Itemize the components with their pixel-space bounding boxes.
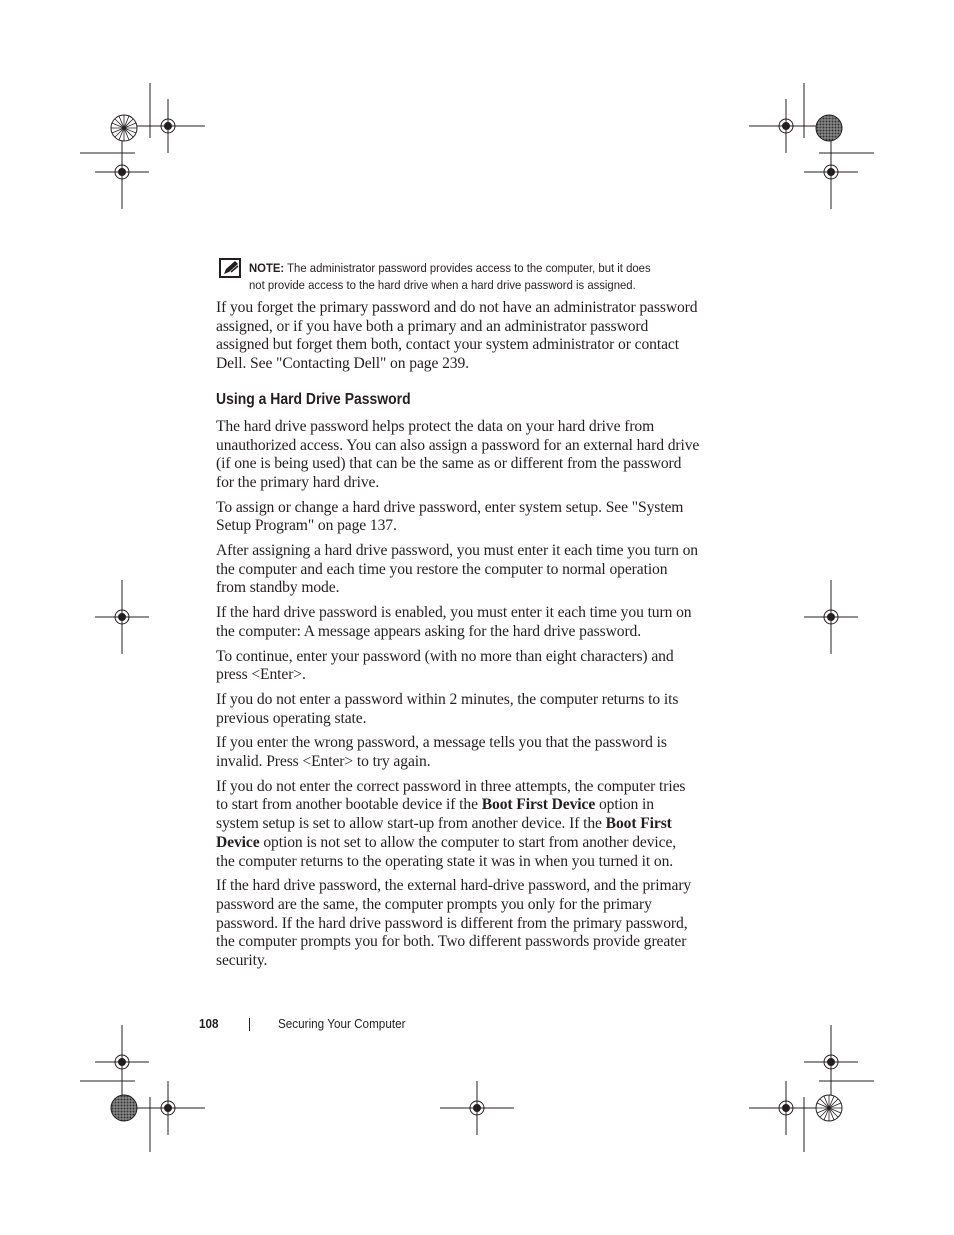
section-heading: Using a Hard Drive Password (216, 390, 411, 408)
paragraph: If the hard drive password is enabled, you must enter it each time you turn on the computer: A message appears asking for the hard drive password. (216, 604, 692, 640)
page-body (216, 299, 716, 977)
paragraph: To assign or change a hard drive password, enter system setup. See "System Setup Program" on page 137. (216, 498, 684, 535)
page-number: 108 (199, 1016, 219, 1031)
boot-first-device-term: Boot First (605, 815, 672, 833)
note-pencil-icon (219, 258, 241, 278)
boot-paragraph: If you do not enter the correct password in three attempts, the computer tries to start from another bootable device if the Boot First Device option in system setup is set to allow start-up from another device. If the Boot First Device option is not set to allow the computer to start from another device, the computer returns to the operating state it was in when you turned it on. (216, 777, 686, 870)
note-line-2: not provide access to the hard drive when a hard drive password is assigned. (249, 278, 636, 292)
boot-first-device-term: Boot First Device (481, 796, 596, 814)
paragraph: To continue, enter your password (with no more than eight characters) and press <Enter>. (216, 647, 674, 684)
paragraph: If you do not enter a password within 2 minutes, the computer returns to its previous operating state. (216, 690, 679, 727)
final-paragraph: If the hard drive password, the external hard-drive password, and the primary password are the same, the computer prompts you only for the primary password. If the hard drive password is different from the primary password, the computer prompts you for both. Two different passwords provide greater security. (216, 877, 692, 970)
paragraph: If you enter the wrong password, a message tells you that the password is invalid. Press <Enter> to try again. (216, 734, 667, 771)
footer-divider (249, 1018, 250, 1031)
note-block (249, 260, 681, 294)
paragraph: The hard drive password helps protect the data on your hard drive from unauthorized access. You can also assign a password for an external hard drive (if one is being used) that can be the same as or different from the password for the primary hard drive. (216, 417, 700, 491)
note-label: NOTE: (249, 261, 285, 275)
intro-paragraph: If you forget the primary password and do not have an administrator password assigned, or if you have both a primary and an administrator password assigned but forget them both, contact your system administrator or contact Dell. See "Contacting Dell" on page 239. (216, 299, 698, 373)
note-line-1: NOTE: The administrator password provides access to the computer, but it does (249, 261, 651, 275)
footer-section-title: Securing Your Computer (278, 1016, 406, 1031)
paragraph: After assigning a hard drive password, you must enter it each time you turn on the computer and each time you restore the computer to normal operation from standby mode. (216, 542, 698, 597)
